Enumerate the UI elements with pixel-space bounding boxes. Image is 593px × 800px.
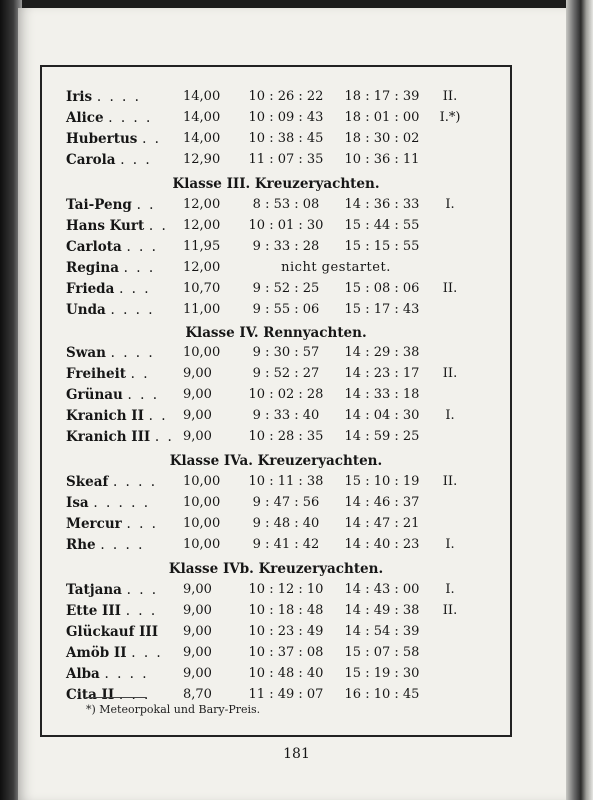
yacht-name: Tatjana . . . [66,582,159,598]
rating-cell: 9,00 [183,408,212,423]
finish-time-cell: 18 : 30 : 02 [344,131,420,146]
yacht-name: Unda . . . . [66,302,155,318]
finish-time-cell: 14 : 29 : 38 [344,345,420,360]
start-time-cell: 10 : 26 : 22 [248,89,324,104]
rating-cell: 14,00 [183,89,221,104]
yacht-name: Kranich II . . [66,408,168,424]
start-time-cell: 9 : 52 : 27 [252,366,320,381]
finish-time-cell: 15 : 15 : 55 [344,239,420,254]
rating-cell: 8,70 [183,687,212,702]
rating-cell: 9,00 [183,366,212,381]
finish-time-cell: 14 : 46 : 37 [344,495,420,510]
start-time-cell: 10 : 09 : 43 [248,110,324,125]
rating-cell: 11,95 [183,239,221,254]
table-row [66,216,466,236]
table-row [66,406,466,426]
yacht-name: Cita II . . . [66,687,151,703]
table-row [66,343,466,363]
start-time-cell: 9 : 55 : 06 [252,302,320,317]
table-row [66,535,466,555]
yacht-name: Carola . . . [66,152,152,168]
prize-cell: II. [442,603,458,618]
prize-cell: I.*) [439,110,461,125]
prize-cell: II. [442,281,458,296]
start-time-cell: 9 : 48 : 40 [252,516,320,531]
table-row [66,643,466,663]
yacht-name: Frieda . . . [66,281,151,297]
rating-cell: 12,00 [183,218,221,233]
finish-time-cell: 15 : 17 : 43 [344,302,420,317]
table-row [66,472,466,492]
start-time-cell: 10 : 18 : 48 [248,603,324,618]
table-row [66,150,466,170]
table-row [66,364,466,384]
yacht-name: Glückauf III [66,624,159,640]
start-time-cell: 10 : 23 : 49 [248,624,324,639]
start-time-cell: 9 : 33 : 40 [252,408,320,423]
finish-time-cell: 14 : 36 : 33 [344,197,420,212]
yacht-name: Ette III . . . [66,603,158,619]
yacht-name: Tai-Peng . . [66,197,156,213]
yacht-name: Skeaf . . . . [66,474,157,490]
table-row [66,493,466,513]
start-time-cell: 8 : 53 : 08 [252,197,320,212]
finish-time-cell: 15 : 07 : 58 [344,645,420,660]
yacht-name: Hubertus . . [66,131,161,147]
finish-time-cell: 14 : 23 : 17 [344,366,420,381]
start-time-cell: 10 : 12 : 10 [248,582,324,597]
table-row [66,195,466,215]
finish-time-cell: 14 : 04 : 30 [344,408,420,423]
yacht-name: Carlota . . . [66,239,158,255]
prize-cell: I. [445,537,455,552]
table-row [66,580,466,600]
finish-time-cell: 15 : 19 : 30 [344,666,420,681]
rating-cell: 10,00 [183,474,221,489]
finish-time-cell: 14 : 40 : 23 [344,537,420,552]
table-row [66,237,466,257]
rating-cell: 12,00 [183,260,221,275]
not-started-note: nicht gestartet. [281,260,391,275]
rating-cell: 10,70 [183,281,221,296]
start-time-cell: 9 : 47 : 56 [252,495,320,510]
table-row [66,87,466,107]
finish-time-cell: 18 : 01 : 00 [344,110,420,125]
table-row [66,129,466,149]
finish-time-cell: 14 : 54 : 39 [344,624,420,639]
rating-cell: 10,00 [183,537,221,552]
yacht-name: Mercur . . . [66,516,158,532]
yacht-name: Isa . . . . . [66,495,150,511]
class-heading-iii: Klasse III. Kreuzeryachten. [172,176,380,192]
rating-cell: 9,00 [183,603,212,618]
rating-cell: 11,00 [183,302,221,317]
prize-cell: II. [442,366,458,381]
table-row [66,108,466,128]
table-row [66,622,466,642]
yacht-name: Hans Kurt . . [66,218,168,234]
rating-cell: 10,00 [183,495,221,510]
yacht-name: Alice . . . . [66,110,153,126]
class-heading-iva: Klasse IVa. Kreuzeryachten. [169,453,383,469]
finish-time-cell: 10 : 36 : 11 [344,152,420,167]
rating-cell: 9,00 [183,429,212,444]
table-row [66,300,466,320]
finish-time-cell: 14 : 47 : 21 [344,516,420,531]
start-time-cell: 9 : 33 : 28 [252,239,320,254]
rating-cell: 10,00 [183,345,221,360]
prize-cell: II. [442,89,458,104]
finish-time-cell: 15 : 10 : 19 [344,474,420,489]
table-row [66,279,466,299]
rating-cell: 14,00 [183,131,221,146]
book-spine-right [566,0,593,800]
start-time-cell: 9 : 30 : 57 [252,345,320,360]
yacht-name: Freiheit . . [66,366,150,382]
yacht-name: Regina . . . [66,260,156,276]
yacht-name: Swan . . . . [66,345,155,361]
table-row [66,514,466,534]
rating-cell: 9,00 [183,582,212,597]
rating-cell: 9,00 [183,645,212,660]
finish-time-cell: 18 : 17 : 39 [344,89,420,104]
start-time-cell: 10 : 28 : 35 [248,429,324,444]
rating-cell: 9,00 [183,387,212,402]
table-row [66,664,466,684]
table-row [66,385,466,405]
start-time-cell: 11 : 49 : 07 [248,687,324,702]
start-time-cell: 10 : 38 : 45 [248,131,324,146]
prize-cell: I. [445,582,455,597]
finish-time-cell: 16 : 10 : 45 [344,687,420,702]
footnote: *) Meteorpokal und Bary-Preis. [86,703,261,716]
finish-time-cell: 15 : 08 : 06 [344,281,420,296]
yacht-name: Amöb II . . . [66,645,163,661]
finish-time-cell: 14 : 43 : 00 [344,582,420,597]
start-time-cell: 11 : 07 : 35 [248,152,324,167]
yacht-name: Rhe . . . . [66,537,145,553]
rating-cell: 9,00 [183,666,212,681]
prize-cell: I. [445,197,455,212]
rating-cell: 10,00 [183,516,221,531]
yacht-name: Grünau . . . [66,387,160,403]
rating-cell: 14,00 [183,110,221,125]
table-row [66,685,466,705]
rating-cell: 9,00 [183,624,212,639]
yacht-name: Alba . . . . [66,666,149,682]
start-time-cell: 10 : 11 : 38 [248,474,324,489]
finish-time-cell: 14 : 59 : 25 [344,429,420,444]
start-time-cell: 10 : 48 : 40 [248,666,324,681]
class-heading-ivb: Klasse IVb. Kreuzeryachten. [168,561,384,577]
table-row [66,427,466,447]
footnote-rule [86,697,146,698]
rating-cell: 12,90 [183,152,221,167]
start-time-cell: 10 : 02 : 28 [248,387,324,402]
table-row [66,258,466,278]
start-time-cell: 10 : 01 : 30 [248,218,324,233]
start-time-cell: 9 : 52 : 25 [252,281,320,296]
page-number: 181 [283,746,310,762]
start-time-cell: 9 : 41 : 42 [252,537,320,552]
table-row [66,601,466,621]
finish-time-cell: 14 : 49 : 38 [344,603,420,618]
class-heading-iv: Klasse IV. Rennyachten. [185,325,367,341]
finish-time-cell: 15 : 44 : 55 [344,218,420,233]
finish-time-cell: 14 : 33 : 18 [344,387,420,402]
yacht-name: Kranich III . . [66,429,174,445]
yacht-name: Iris . . . . [66,89,141,105]
prize-cell: I. [445,408,455,423]
rating-cell: 12,00 [183,197,221,212]
prize-cell: II. [442,474,458,489]
start-time-cell: 10 : 37 : 08 [248,645,324,660]
